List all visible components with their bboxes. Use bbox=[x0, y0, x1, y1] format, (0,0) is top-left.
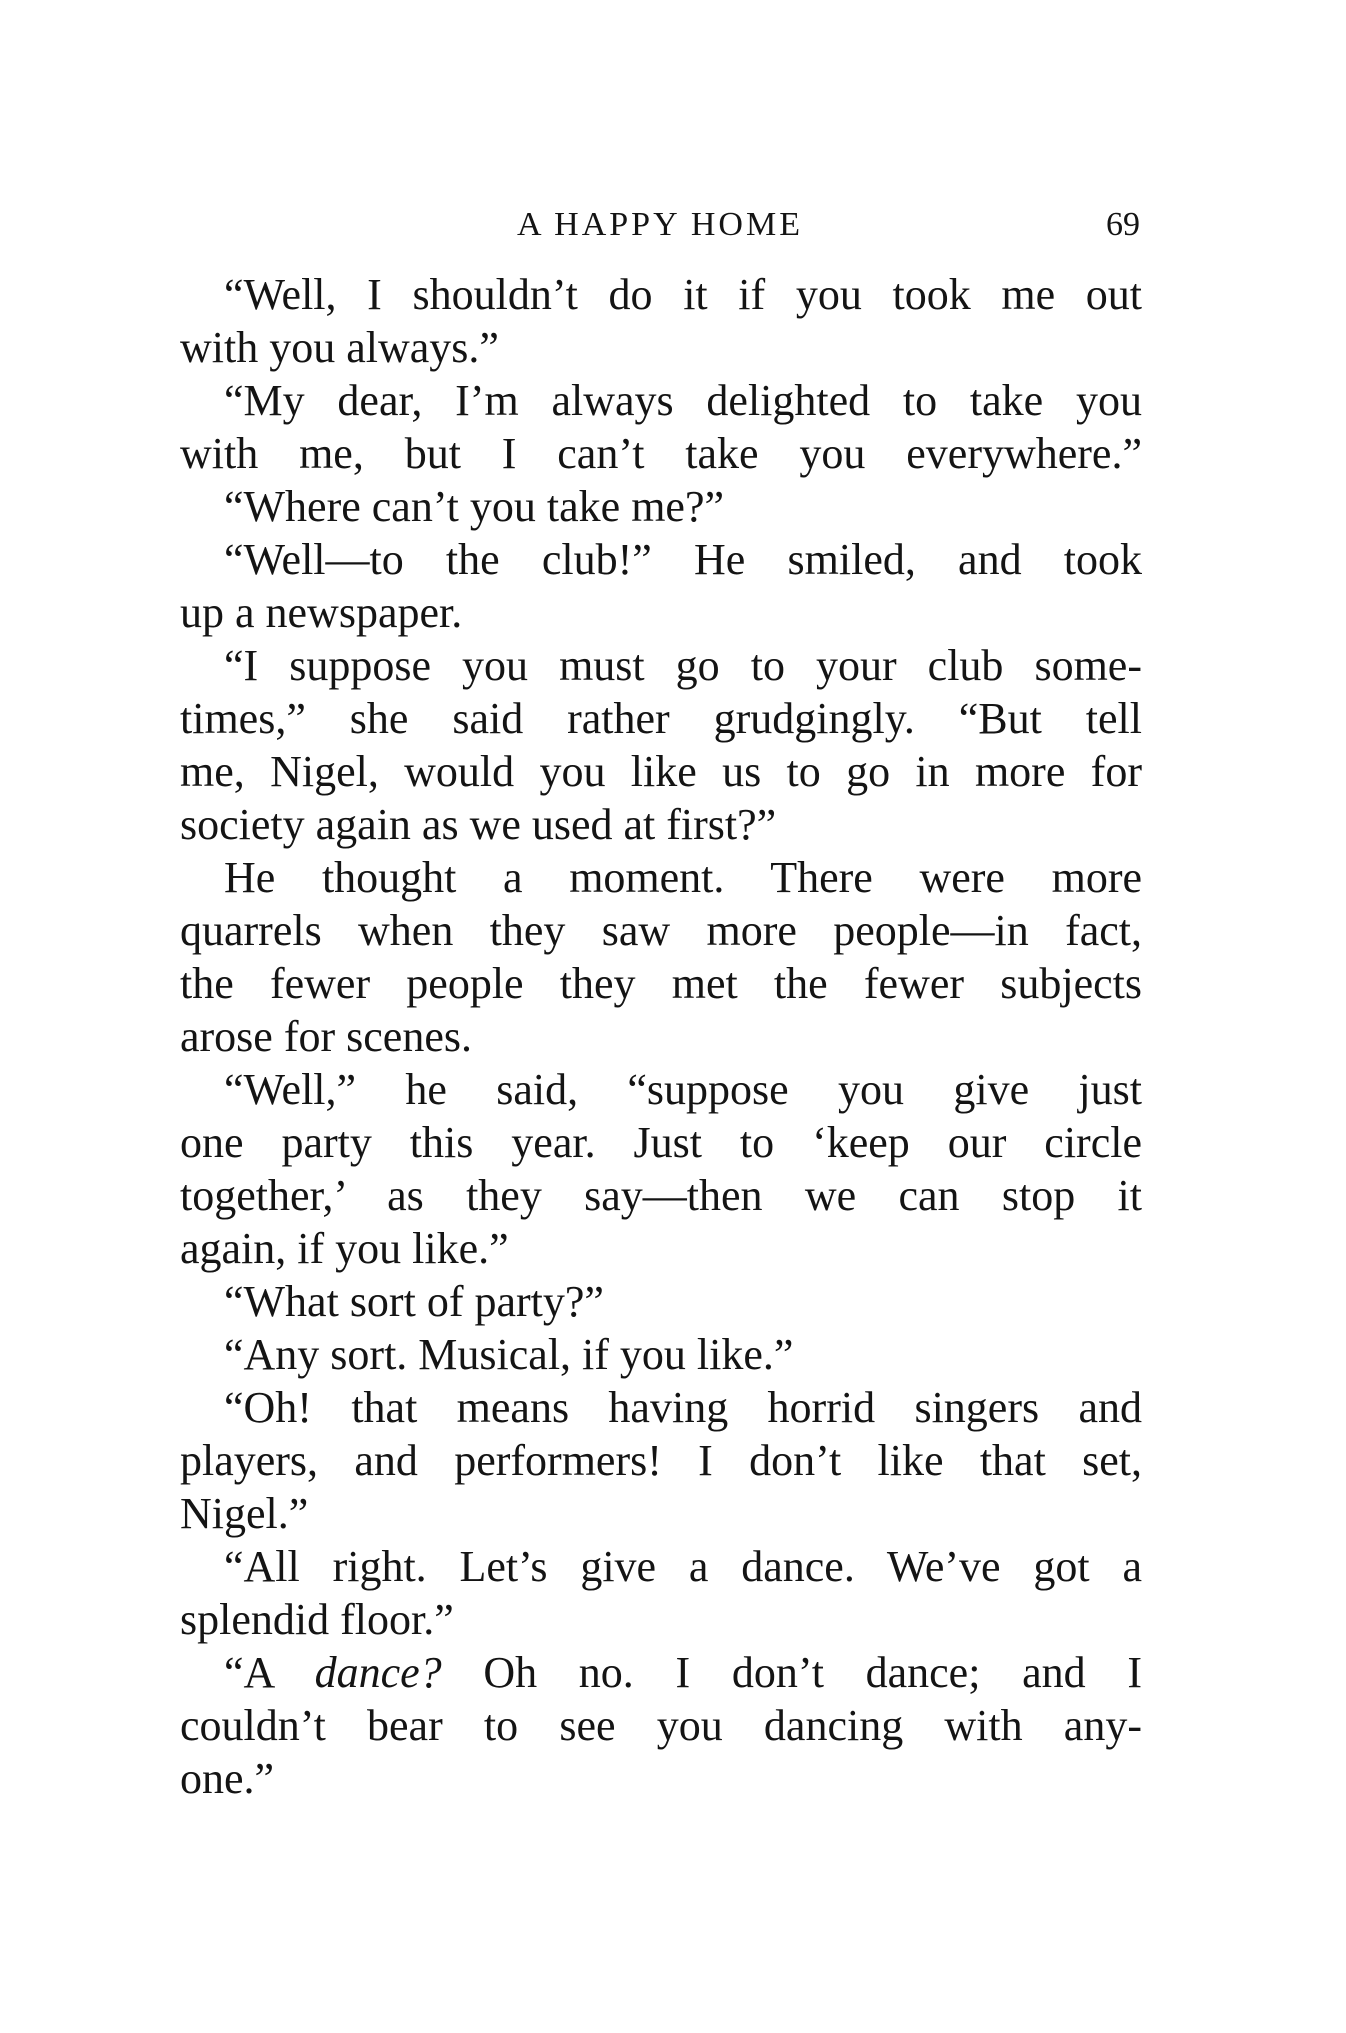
text-line: again, if you like.” bbox=[180, 1224, 509, 1273]
emphasis-dance: dance? bbox=[314, 1648, 442, 1697]
text-line: one party this year. Just to ‘keep our circle bbox=[180, 1118, 1142, 1167]
text-line: “My dear, I’m always delighted to take you bbox=[224, 376, 1142, 425]
page-number: 69 bbox=[1106, 206, 1140, 243]
text-line: “Well,” he said, “suppose you give just bbox=[224, 1065, 1142, 1114]
text-line: with you always.” bbox=[180, 323, 499, 372]
body-text bbox=[180, 268, 1142, 1805]
text-line: society again as we used at first?” bbox=[180, 800, 777, 849]
chapter-title: A HAPPY HOME bbox=[516, 206, 803, 243]
text-line: the fewer people they met the fewer subjects bbox=[180, 959, 1142, 1008]
text-line: Nigel.” bbox=[180, 1489, 309, 1538]
text-line: splendid floor.” bbox=[180, 1595, 454, 1644]
text-line: times,” she said rather grudgingly. “But tell bbox=[180, 694, 1142, 743]
text-line: “All right. Let’s give a dance. We’ve got a bbox=[224, 1542, 1142, 1591]
text-line: He thought a moment. There were more bbox=[224, 853, 1142, 902]
text-line: me, Nigel, would you like us to go in more for bbox=[180, 747, 1142, 796]
text-line: up a newspaper. bbox=[180, 588, 463, 637]
text-line: one.” bbox=[180, 1754, 275, 1803]
text-line: couldn’t bear to see you dancing with any- bbox=[180, 1701, 1142, 1750]
text-line: “Oh! that means having horrid singers and bbox=[224, 1383, 1142, 1432]
text-line: “What sort of party?” bbox=[224, 1277, 604, 1326]
running-head bbox=[180, 200, 1140, 260]
text-line: “Well, I shouldn’t do it if you took me out bbox=[224, 270, 1142, 319]
text-line: “Well—to the club!” He smiled, and took bbox=[224, 535, 1142, 584]
text-line: together,’ as they say—then we can stop it bbox=[180, 1171, 1142, 1220]
text-line: players, and performers! I don’t like that set, bbox=[180, 1436, 1142, 1485]
text-line: “Any sort. Musical, if you like.” bbox=[224, 1330, 794, 1379]
text-line: quarrels when they saw more people—in fact, bbox=[180, 906, 1142, 955]
text-line: arose for scenes. bbox=[180, 1012, 472, 1061]
text-line: “Where can’t you take me?” bbox=[224, 482, 725, 531]
text-line: “A dance? Oh no. I don’t dance; and I bbox=[224, 1648, 1142, 1697]
text-line: “I suppose you must go to your club some- bbox=[224, 641, 1142, 690]
text-line: with me, but I can’t take you everywhere.” bbox=[180, 429, 1142, 478]
